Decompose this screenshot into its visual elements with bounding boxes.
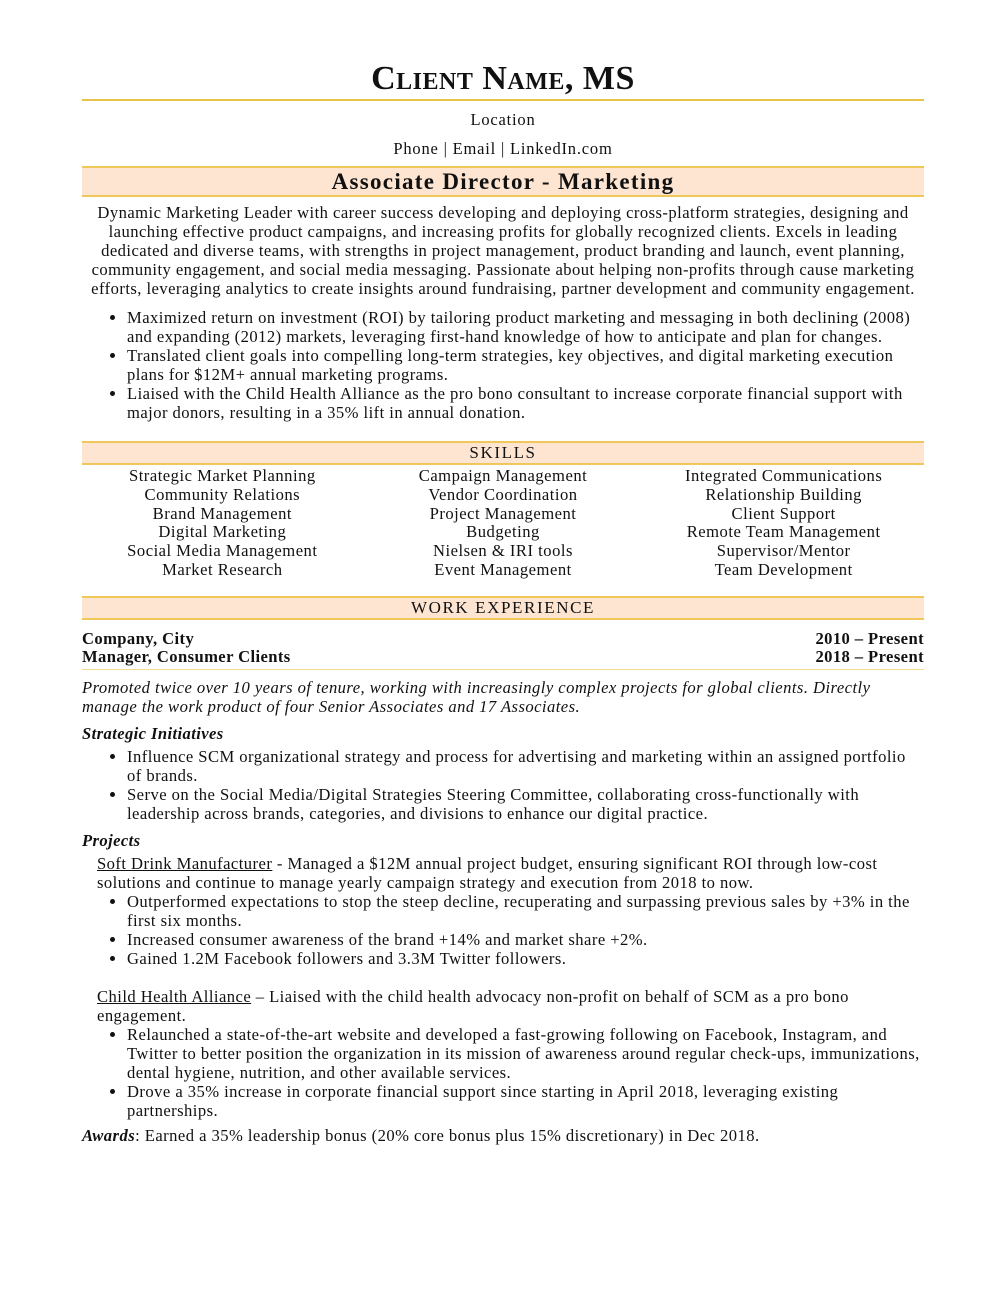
awards-label: Awards: [82, 1125, 136, 1145]
projects-heading: Projects: [82, 830, 141, 850]
location: Location: [470, 110, 536, 129]
project-bullets: [82, 892, 924, 968]
skill-item: Digital Marketing: [158, 522, 287, 542]
skill-item: Vendor Coordination: [428, 484, 578, 504]
summary-bullets: [82, 308, 924, 422]
work-experience-heading: WORK EXPERIENCE: [82, 596, 924, 620]
skill-item: Campaign Management: [418, 466, 588, 485]
skills-heading: SKILLS: [82, 441, 924, 465]
list-item: • Relaunched a state-of-the-art website and developed a fast-growing following on Facebook, Instagram, and Twitter to better position the organization in its mission of awareness around regular check-ups, immunizations, dental hygiene, nutrition, and other available services.: [127, 1025, 924, 1082]
strategic-initiatives-heading: Strategic Initiatives: [82, 723, 224, 743]
list-item: • Influence SCM organizational strategy and process for advertising and marketing within an assigned portfolio of brands.: [127, 747, 924, 785]
company: Company, City: [82, 628, 195, 648]
list-item: • Serve on the Social Media/Digital Strategies Steering Committee, collaborating cross-functionally with leadership across brands, categories, and divisions to enhance our digital practice.: [127, 785, 924, 823]
divider: [82, 669, 924, 670]
project-description: – Liaised with the child health advocacy non-profit on behalf of SCM as a pro bono engagement.: [97, 986, 849, 1025]
project-description: - Managed a $12M annual project budget, ensuring significant ROI through low-cost solutions and continue to manage yearly campaign strategy and execution from 2018 to now.: [97, 853, 878, 892]
list-item: • Outperformed expectations to stop the steep decline, recuperating and surpassing previous sales by +3% in the first six months.: [127, 892, 924, 930]
skill-item: Event Management: [434, 559, 572, 579]
skill-item: Nielsen & IRI tools: [433, 541, 573, 561]
divider: [82, 99, 924, 101]
list-item: • Gained 1.2M Facebook followers and 3.3M Twitter followers.: [127, 949, 924, 968]
skill-item: Brand Management: [152, 503, 292, 523]
list-item: • Translated client goals into compelling long-term strategies, key objectives, and digital marketing execution plans for $12M+ annual marketing programs.: [127, 346, 924, 384]
project-name: Soft Drink Manufacturer: [97, 853, 273, 873]
skill-item: Supervisor/Mentor: [716, 541, 851, 561]
strategic-bullets: [82, 747, 924, 823]
skill-item: Social Media Management: [127, 541, 318, 561]
skills-grid: [82, 467, 924, 580]
contact-info: Phone | Email | LinkedIn.com: [393, 139, 613, 158]
list-item: • Liaised with the Child Health Alliance as the pro bono consultant to increase corporate financial support with major donors, resulting in a 35% lift in annual donation.: [127, 384, 924, 422]
list-item: • Increased consumer awareness of the brand +14% and market share +2%.: [127, 930, 924, 949]
skill-item: Team Development: [714, 559, 853, 579]
skill-item: Market Research: [162, 559, 283, 579]
role: Manager, Consumer Clients: [82, 647, 291, 667]
project-soft-drink: [82, 854, 924, 892]
awards: [82, 1126, 924, 1145]
skill-item: Community Relations: [144, 484, 301, 504]
skill-item: Remote Team Management: [686, 522, 881, 542]
skill-item: Relationship Building: [705, 484, 862, 504]
skill-item: Integrated Communications: [685, 466, 883, 485]
role-row: [82, 648, 924, 667]
company-row: [82, 630, 924, 649]
summary: Dynamic Marketing Leader with career success developing and deploying cross-platform strategies, designing and launching effective product campaigns, and increasing profits for globally recognized clients. Excels in leading dedicated and diverse teams, with strengths in project management, product branding and launch, event planning, community engagement, and social media messaging. Passionate about helping non-profits through cause marketing efforts, leveraging analytics to create insights around fundraising, partner development and community engagement.: [91, 203, 915, 298]
project-child-health: [82, 987, 924, 1025]
awards-text: : Earned a 35% leadership bonus (20% core bonus plus 15% discretionary) in Dec 2018.: [135, 1125, 760, 1145]
list-item: • Maximized return on investment (ROI) by tailoring product marketing and messaging in both declining (2008) and expanding (2012) markets, leveraging first-hand knowledge of how to anticipate and plan for changes.: [127, 308, 924, 346]
skill-item: Strategic Market Planning: [128, 466, 316, 485]
skill-item: Client Support: [731, 503, 836, 523]
skill-item: Project Management: [429, 503, 577, 523]
role-dates: 2018 – Present: [815, 647, 924, 667]
project-name: Child Health Alliance: [97, 986, 252, 1006]
skill-item: Budgeting: [466, 522, 540, 542]
client-name: Client Name, MS: [371, 60, 635, 97]
job-title-banner: Associate Director - Marketing: [82, 166, 924, 197]
job-intro: Promoted twice over 10 years of tenure, working with increasingly complex projects for global clients. Directly manage the work product of four Senior Associates and 17 Associates.: [82, 677, 871, 716]
project-bullets: [82, 1025, 924, 1120]
company-dates: 2010 – Present: [815, 628, 924, 648]
list-item: • Drove a 35% increase in corporate financial support since starting in April 2018, leveraging existing partnerships.: [127, 1082, 924, 1120]
